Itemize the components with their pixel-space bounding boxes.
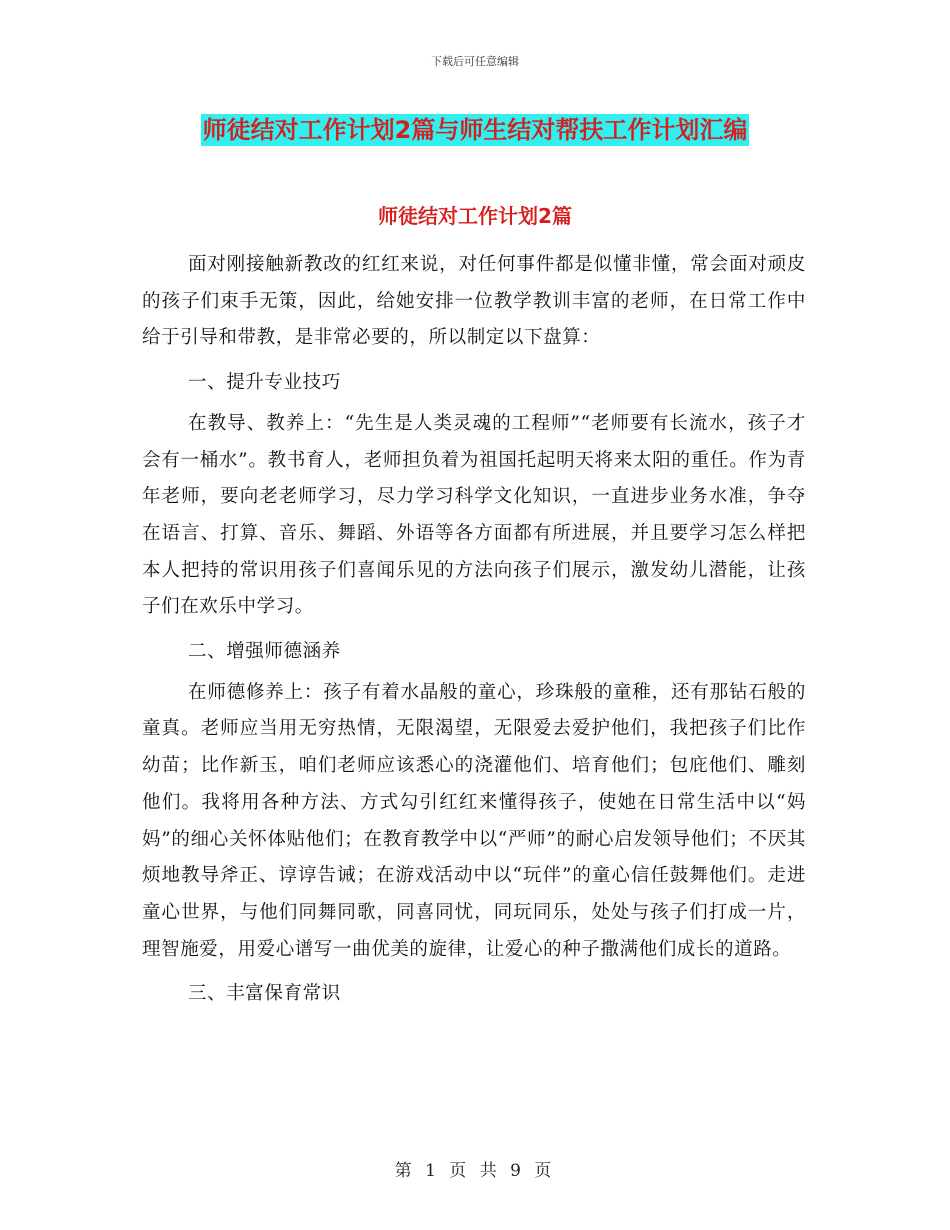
document-body [142, 247, 806, 1017]
header-note: 下载后可任意编辑 [431, 55, 519, 68]
section-heading-2: 二、增强师德涵养 [188, 641, 341, 663]
paragraph-section-1: 在教导、教养上：“先生是人类灵魂的工程师”“老师要有长流水，孩子才会有一桶水”。教书育人，老师担负着为祖国托起明天将来太阳的重任。作为青年老师，要向老老师学习，尽力学习科学文化知识，一直进步业务水准，争夺在语言、打算、音乐、舞蹈、外语等各方面都有所进展，并且要学习怎么样把本人把持的常识用孩子们喜闻乐见的方法向孩子们展示，激发幼儿潜能，让孩子们在欢乐中学习。 [142, 412, 806, 618]
main-title-container [0, 114, 950, 146]
section-heading-1: 一、提升专业技巧 [188, 372, 341, 394]
paragraph-section-2: 在师德修养上：孩子有着水晶般的童心，珍珠般的童稚，还有那钻石般的童真。老师应当用无穷热情，无限渴望，无限爱去爱护他们，我把孩子们比作幼苗；比作新玉，咱们老师应该悉心的浇灌他们、培育他们；包庇他们、雕刻他们。我将用各种方法、方式勾引红红来懂得孩子，使她在日常生活中以“妈妈”的细心关怀体贴他们；在教育教学中以“严师”的耐心启发领导他们；不厌其烦地教导斧正、谆谆告诫；在游戏活动中以“玩伴”的童心信任鼓舞他们。走进童心世界，与他们同舞同歌，同喜同忧，同玩同乐，处处与孩子们打成一片，理智施爱，用爱心谱写一曲优美的旋律，让爱心的种子撒满他们成长的道路。 [142, 681, 806, 960]
sub-title: 师徒结对工作计划2篇 [378, 204, 572, 228]
page-indicator: 第 1 页 共 9 页 [394, 1161, 556, 1181]
main-title: 师徒结对工作计划2篇与师生结对帮扶工作计划汇编 [202, 116, 748, 144]
section-heading-3: 三、丰富保育常识 [188, 983, 341, 1005]
paragraph-intro: 面对刚接触新教改的红红来说，对任何事件都是似懂非懂，常会面对顽皮的孩子们束手无策，因此，给她安排一位教学教训丰富的老师，在日常工作中给于引导和带教，是非常必要的，所以制定以下盘算： [142, 254, 806, 349]
